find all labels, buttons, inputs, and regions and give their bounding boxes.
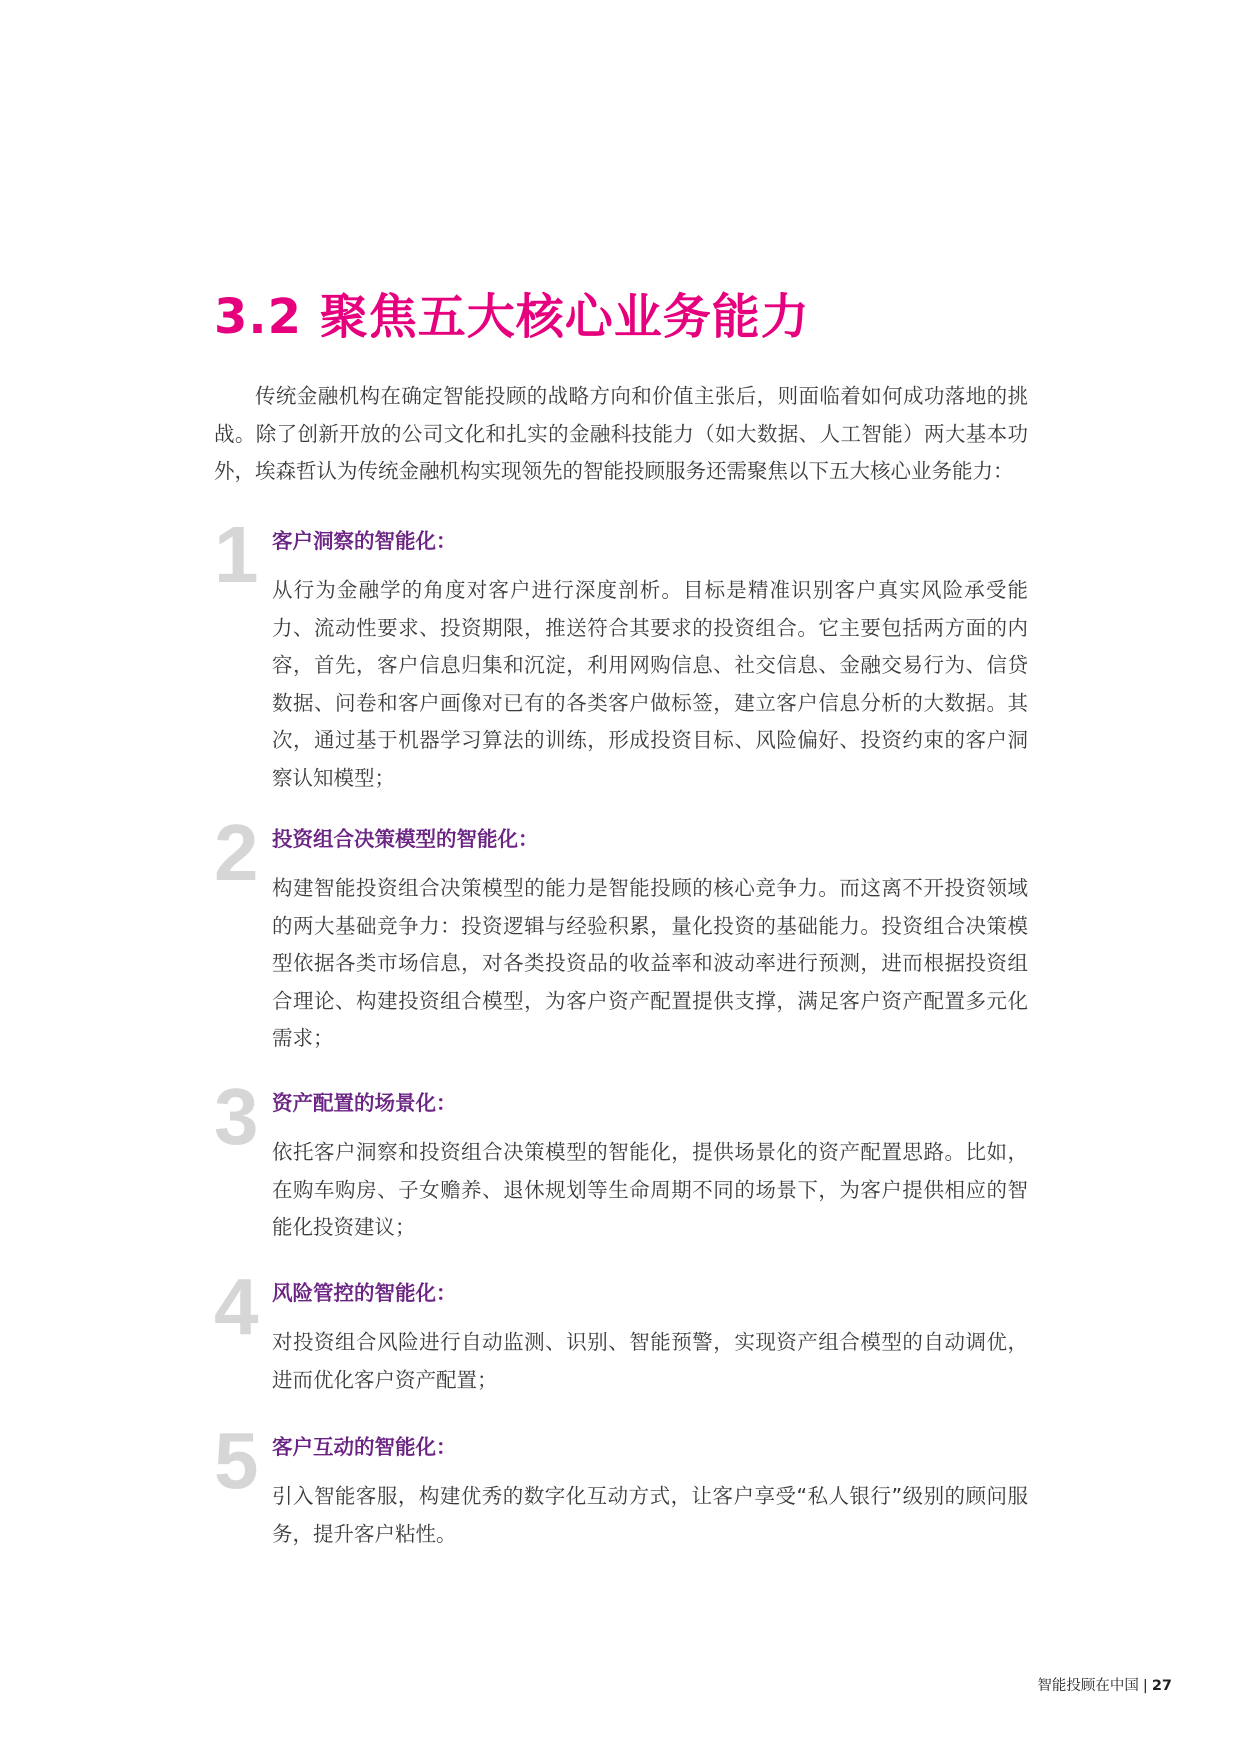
item-title: 风险管控的智能化： bbox=[272, 1281, 457, 1305]
item-body: 构建智能投资组合决策模型的能力是智能投顾的核心竞争力。而这离不开投资领域的两大基础竞争力：投资逻辑与经验积累，量化投资的基础能力。投资组合决策模型依据各类市场信息，对各类投资品的收益率和波动率进行预测，进而根据投资组合理论、构建投资组合模型，为客户资产配置提供支撑，满足客户资产配置多元化需求； bbox=[272, 876, 1028, 1050]
item-body: 引入智能客服，构建优秀的数字化互动方式，让客户享受“私人银行”级别的顾问服务，提升客户粘性。 bbox=[272, 1484, 1028, 1546]
item-number: 3 bbox=[214, 1072, 259, 1161]
item-number: 2 bbox=[214, 808, 259, 897]
item-title: 资产配置的场景化： bbox=[272, 1091, 457, 1115]
item-title: 客户互动的智能化： bbox=[272, 1435, 457, 1459]
intro-paragraph: 传统金融机构在确定智能投顾的战略方向和价值主张后，则面临着如何成功落地的挑战。除了创新开放的公司文化和扎实的金融科技能力（如大数据、人工智能）两大基本功外，埃森哲认为传统金融机构实现领先的智能投顾服务还需聚焦以下五大核心业务能力： bbox=[214, 384, 1028, 483]
item-body: 依托客户洞察和投资组合决策模型的智能化，提供场景化的资产配置思路。比如，在购车购房、子女赡养、退休规划等生命周期不同的场景下，为客户提供相应的智能化投资建议； bbox=[272, 1140, 1028, 1239]
page-footer bbox=[1037, 1676, 1172, 1696]
item-body: 从行为金融学的角度对客户进行深度剖析。目标是精准识别客户真实风险承受能力、流动性要求、投资期限，推送符合其要求的投资组合。它主要包括两方面的内容，首先，客户信息归集和沉淀，利用网购信息、社交信息、金融交易行为、信贷数据、问卷和客户画像对已有的各类客户做标签，建立客户信息分析的大数据。其次，通过基于机器学习算法的训练，形成投资目标、风险偏好、投资约束的客户洞察认知模型； bbox=[272, 578, 1028, 790]
item-body: 对投资组合风险进行自动监测、识别、智能预警，实现资产组合模型的自动调优，进而优化客户资产配置； bbox=[272, 1330, 1028, 1392]
footer-separator: | bbox=[1142, 1678, 1148, 1694]
publication-title: 智能投顾在中国 bbox=[1037, 1678, 1139, 1694]
item-number: 4 bbox=[214, 1262, 259, 1351]
item-number: 5 bbox=[214, 1416, 259, 1505]
item-title: 客户洞察的智能化： bbox=[272, 529, 457, 553]
page-number: 27 bbox=[1151, 1678, 1172, 1694]
item-number: 1 bbox=[214, 510, 259, 599]
item-title: 投资组合决策模型的智能化： bbox=[272, 827, 539, 851]
section-heading: 3.2 聚焦五大核心业务能力 bbox=[214, 289, 810, 345]
